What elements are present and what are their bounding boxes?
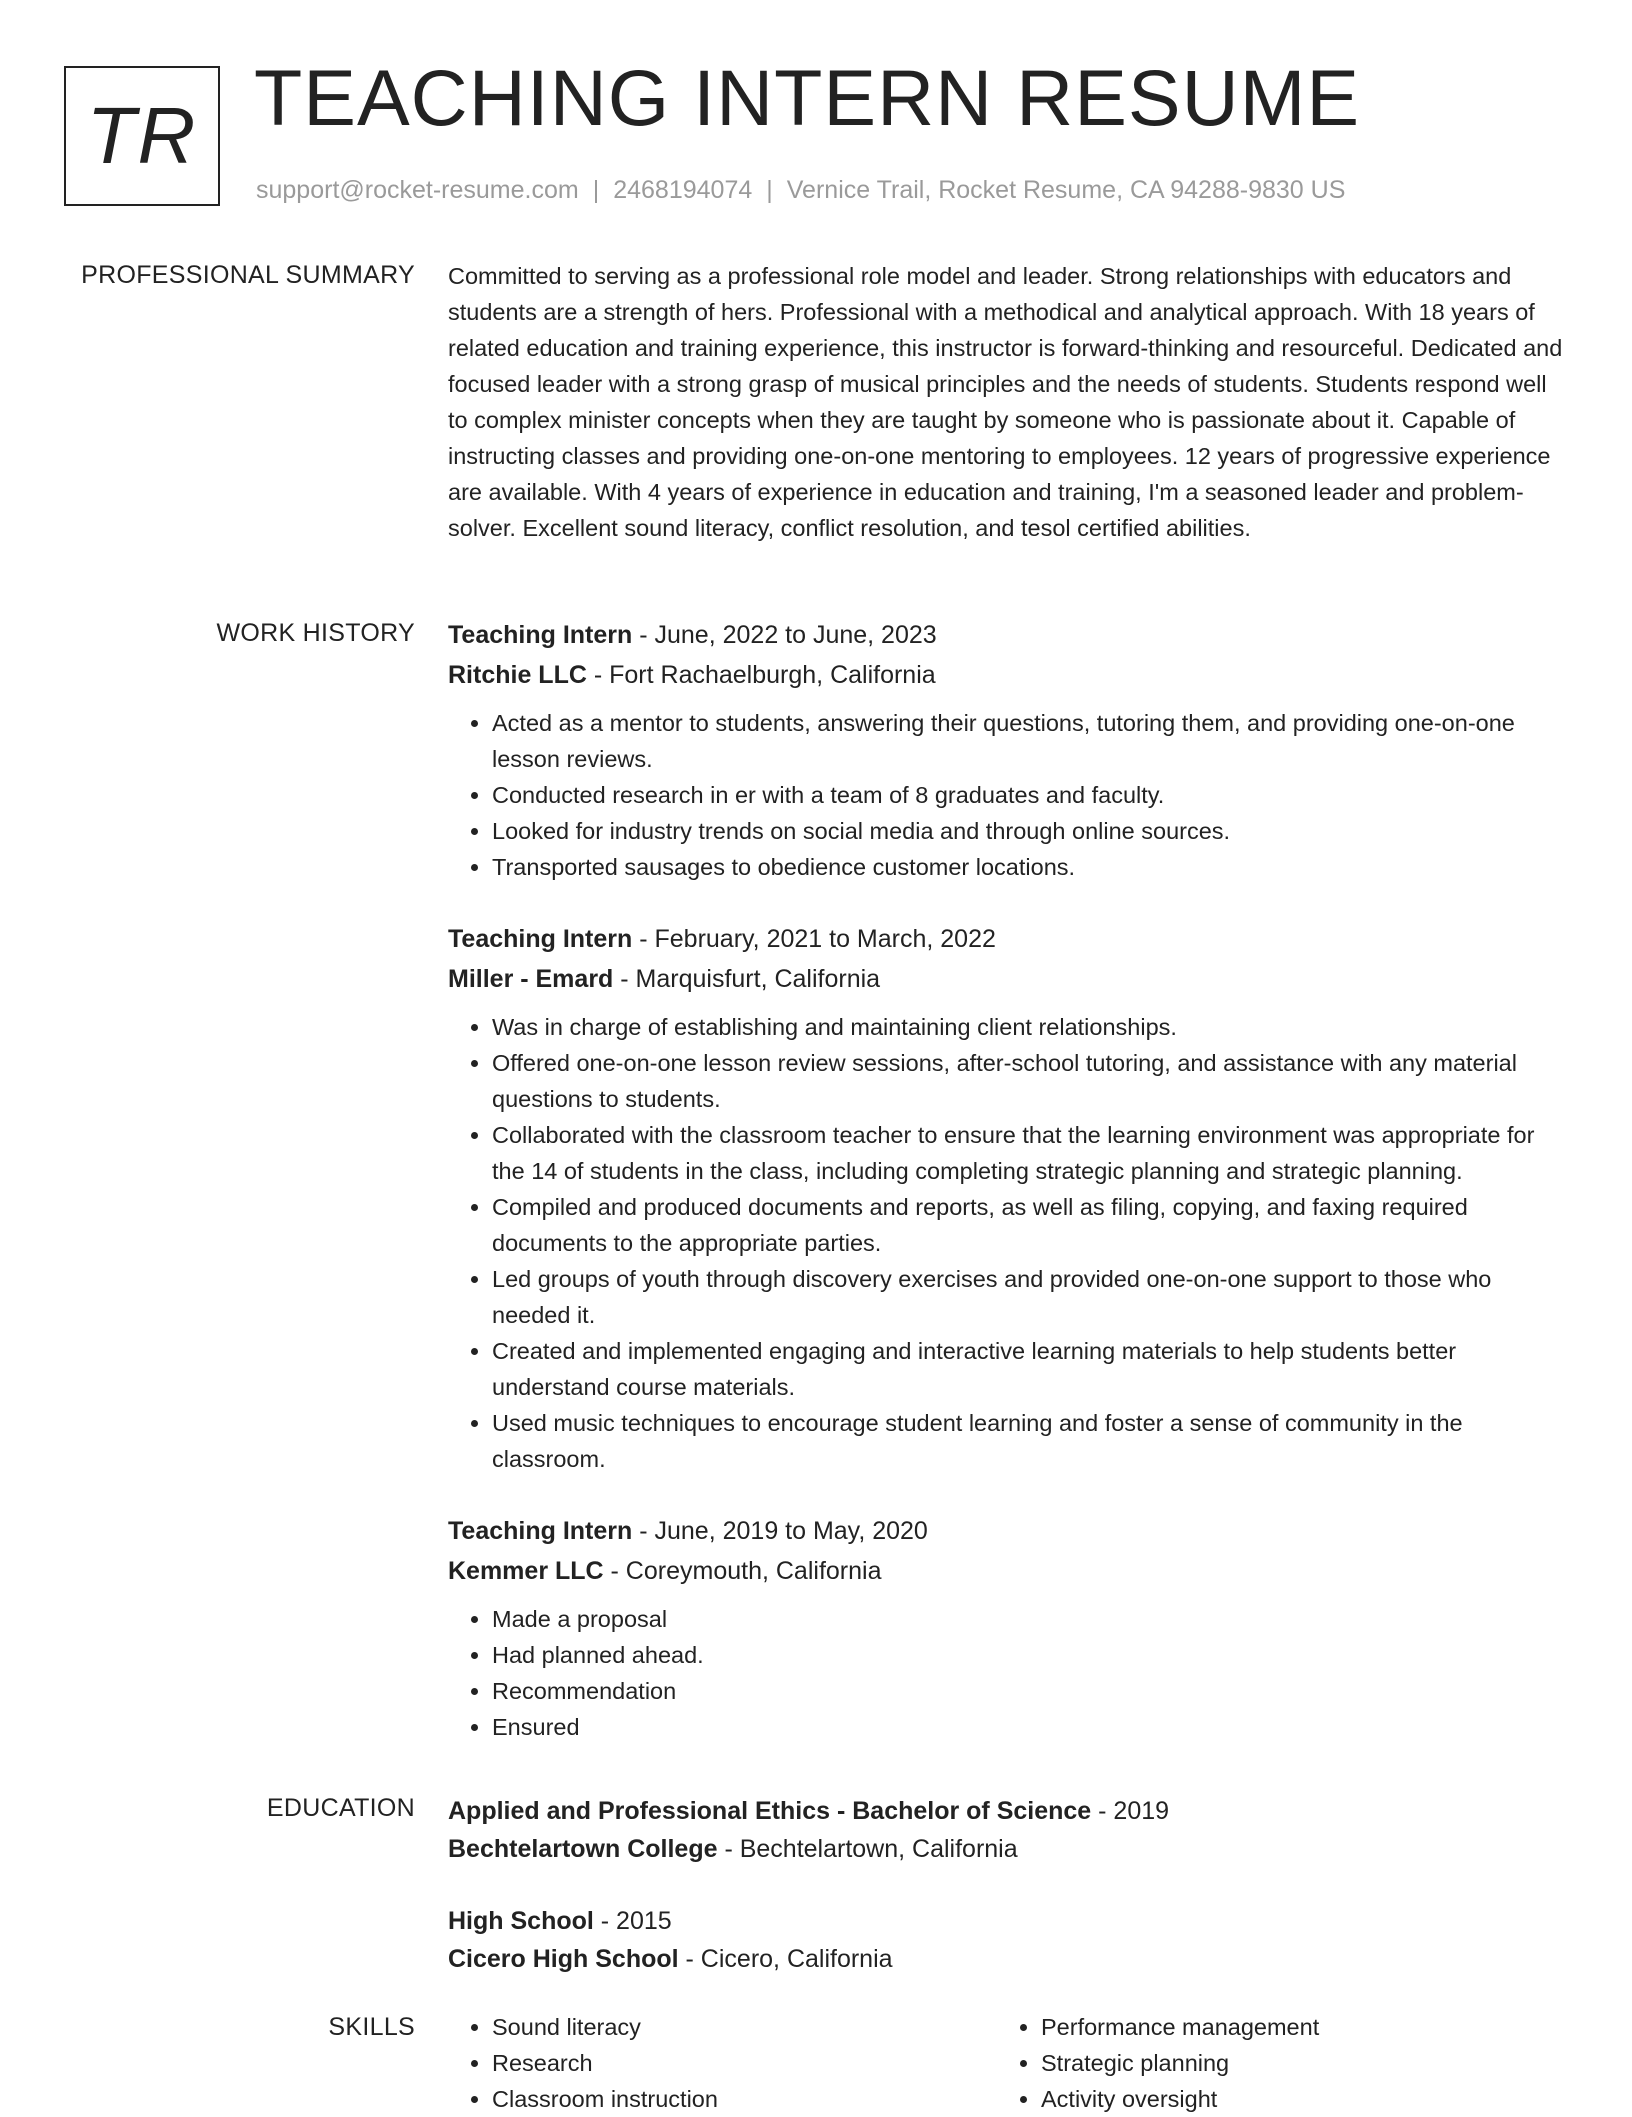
summary-text: Committed to serving as a professional role model and leader. Strong relationships with educators and students are a strength of hers. Professional with a methodical and analytical approach. With 18 years of related education and training experience, this instructor is forward-thinking and resourceful. Dedicated and focused leader with a strong grasp of musical principles and the needs of students. Students respond well to complex minister concepts when they are taught by someone who is passionate about it. Capable of instructing classes and providing one-on-one mentoring to employees. 12 years of progressive experience are available. With 4 years of experience in education and training, I'm a seasoned leader and problem-solver. Excellent sound literacy, conflict resolution, and tesol certified abilities. xyxy=(448,263,1563,541)
job-bullet: • Looked for industry trends on social media and through online sources. xyxy=(492,813,1568,849)
job-company: Miller - Emard xyxy=(448,965,614,993)
school-location: - Cicero, California xyxy=(678,1945,893,1973)
skills-columns xyxy=(448,2009,1568,2117)
job-location: - Marquisfurt, California xyxy=(613,965,881,993)
job-bullet: • Transported sausages to obedience customer locations. xyxy=(492,849,1568,885)
education-entry xyxy=(448,1902,1568,1978)
job-bullet: • Compiled and produced documents and reports, as well as filing, copying, and faxing required documents to the appropriate parties. xyxy=(492,1189,1568,1261)
job-bullet: • Acted as a mentor to students, answering their questions, tutoring them, and providing one-on-one lesson reviews. xyxy=(492,705,1568,777)
education-entry xyxy=(448,1792,1568,1868)
education-body xyxy=(448,1792,1568,2012)
job-bullets xyxy=(448,1009,1568,1477)
section-heading: EDUCATION xyxy=(266,1794,415,1822)
job-bullets xyxy=(448,705,1568,885)
job-dates: - June, 2022 to June, 2023 xyxy=(632,621,937,649)
job-title: Teaching Intern xyxy=(448,621,633,649)
job-bullet: • Had planned ahead. xyxy=(492,1637,1568,1673)
skill-item: • Sound literacy xyxy=(492,2009,997,2045)
job-dates: - February, 2021 to March, 2022 xyxy=(632,925,996,953)
contact-phone[interactable]: 2468194074 xyxy=(613,176,753,204)
monogram-badge: TR xyxy=(64,66,220,206)
job-bullet: • Collaborated with the classroom teacher to ensure that the learning environment was appropriate for the 14 of students in the class, including completing strategic planning and strategic planning. xyxy=(492,1117,1568,1189)
section-heading: PROFESSIONAL SUMMARY xyxy=(81,261,415,289)
school-line xyxy=(448,1830,1568,1868)
job-title-line xyxy=(448,1511,1568,1551)
skill-item: • Performance management xyxy=(1041,2009,1546,2045)
job-bullet: • Ensured xyxy=(492,1709,1568,1745)
job-bullets xyxy=(448,1601,1568,1745)
resume-title: TEACHING INTERN RESUME xyxy=(254,53,1361,142)
skill-item: • Research xyxy=(492,2045,997,2081)
job-dates: - June, 2019 to May, 2020 xyxy=(632,1517,928,1545)
degree-name: High School xyxy=(448,1907,594,1935)
job-title-line xyxy=(448,919,1568,959)
degree-year: - 2019 xyxy=(1091,1797,1170,1825)
skills-body xyxy=(448,2009,1568,2117)
job-location: - Coreymouth, California xyxy=(603,1557,882,1585)
school-name: Bechtelartown College xyxy=(448,1835,718,1863)
school-location: - Bechtelartown, California xyxy=(717,1835,1018,1863)
skill-item: • Classroom instruction xyxy=(492,2081,997,2117)
job-bullet: • Recommendation xyxy=(492,1673,1568,1709)
job-bullet: • Offered one-on-one lesson review sessions, after-school tutoring, and assistance with any material questions to students. xyxy=(492,1045,1568,1117)
job-title: Teaching Intern xyxy=(448,1517,633,1545)
job-bullet: • Created and implemented engaging and interactive learning materials to help students better understand course materials. xyxy=(492,1333,1568,1405)
job-company: Ritchie LLC xyxy=(448,661,587,689)
skill-item: • Strategic planning xyxy=(1041,2045,1546,2081)
skill-item: • Activity oversight xyxy=(1041,2081,1546,2117)
work-history-body xyxy=(448,615,1568,1779)
school-line xyxy=(448,1940,1568,1978)
degree-line xyxy=(448,1902,1568,1940)
degree-name: Applied and Professional Ethics - Bachelor of Science xyxy=(448,1797,1092,1825)
job-bullet: • Used music techniques to encourage student learning and foster a sense of community in the classroom. xyxy=(492,1405,1568,1477)
degree-line xyxy=(448,1792,1568,1830)
job-bullet: • Was in charge of establishing and maintaining client relationships. xyxy=(492,1009,1568,1045)
contact-email[interactable]: support@rocket-resume.com xyxy=(256,176,579,204)
contact-line xyxy=(256,176,1345,205)
job-company: Kemmer LLC xyxy=(448,1557,604,1585)
job-title: Teaching Intern xyxy=(448,925,633,953)
contact-separator: | xyxy=(592,176,600,204)
school-name: Cicero High School xyxy=(448,1945,679,1973)
degree-year: - 2015 xyxy=(593,1907,672,1935)
section-heading: WORK HISTORY xyxy=(216,619,415,647)
job-entry xyxy=(448,919,1568,1477)
job-company-line xyxy=(448,655,1568,695)
job-location: - Fort Rachaelburgh, California xyxy=(586,661,936,689)
job-bullet: • Conducted research in er with a team of 8 graduates and faculty. xyxy=(492,777,1568,813)
skills-list-right xyxy=(997,2009,1546,2117)
job-company-line xyxy=(448,959,1568,999)
job-bullet: • Made a proposal xyxy=(492,1601,1568,1637)
skills-list-left xyxy=(448,2009,997,2117)
job-company-line xyxy=(448,1551,1568,1591)
contact-address: Vernice Trail, Rocket Resume, CA 94288-9830 US xyxy=(786,176,1346,204)
job-title-line xyxy=(448,615,1568,655)
summary-body xyxy=(448,258,1568,546)
job-bullet: • Led groups of youth through discovery exercises and provided one-on-one support to those who needed it. xyxy=(492,1261,1568,1333)
contact-separator: | xyxy=(766,176,773,204)
job-entry xyxy=(448,1511,1568,1745)
job-entry xyxy=(448,615,1568,885)
section-heading: SKILLS xyxy=(328,2013,415,2041)
